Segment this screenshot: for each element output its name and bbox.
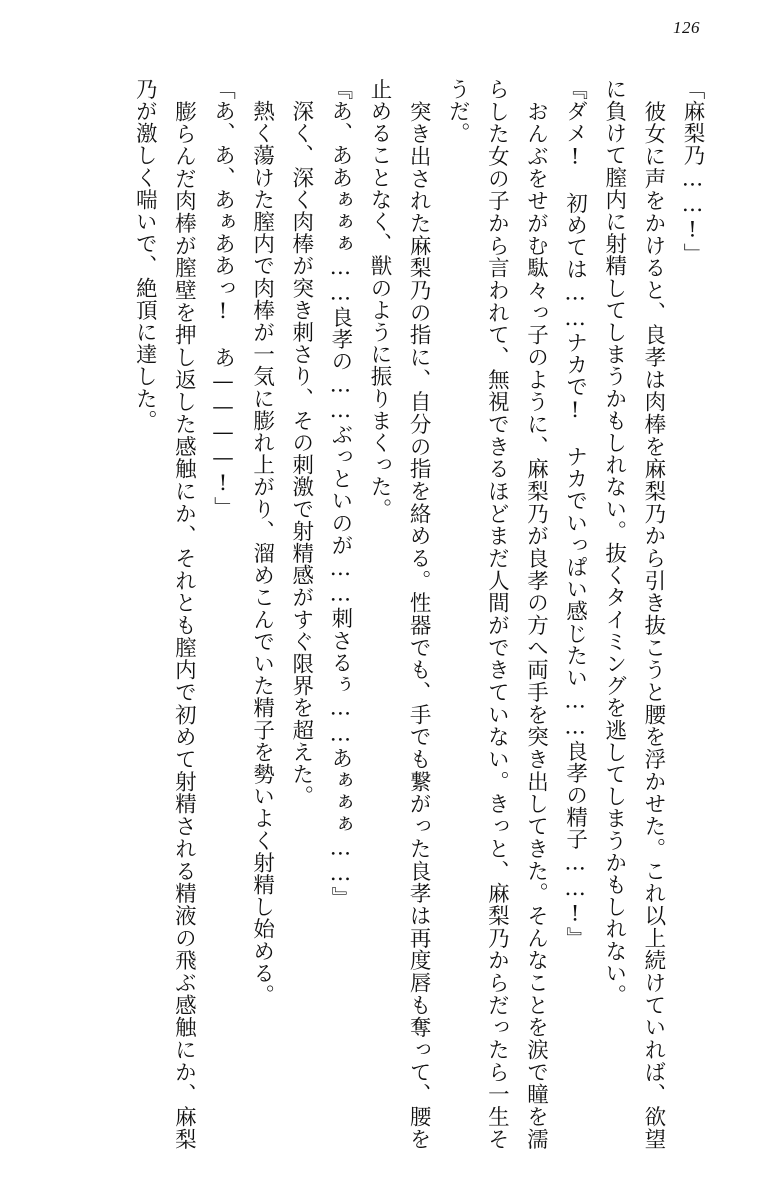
paragraph: 膨らんだ肉棒が膣壁を押し返した感触にか、それとも膣内で初めて射精される精液の飛ぶ感触にか、麻梨乃が激しく喘いで、絶頂に達した。 — [132, 78, 197, 1150]
page-number: 126 — [673, 18, 700, 37]
paragraph: 深く、深く肉棒が突き刺さり、その刺激で射精感がすぐ限界を超えた。 — [288, 78, 314, 808]
paragraph: 『ダメ! 初めては……ナカで! ナカでいっぱい感じたい……良孝の精子……!』 — [562, 78, 588, 950]
paragraph: 突き出された麻梨乃の指に、自分の指を絡める。性器でも、手でも繋がった良孝は再度唇も奪って、腰を止めることなく、獣のように振りまくった。 — [367, 78, 432, 1150]
paragraph: 彼女に声をかけると、良孝は肉棒を麻梨乃から引き抜こうと腰を浮かせた。これ以上続けていれば、欲望に負けて膣内に射精してしまうかもしれない。抜くタイミングを逃してしまうかもしれない。 — [601, 78, 666, 1150]
paragraph: 「麻梨乃……!」 — [680, 78, 705, 266]
paragraph: おんぶをせがむ駄々っ子のように、麻梨乃が良孝の方へ両手を突き出してきた。そんなことを涙で瞳を濡らした女の子から言われて、無視できるほどまだ人間ができていない。きっと、麻梨乃からだったら一生そうだ。 — [445, 78, 549, 1150]
paragraph: 熱く蕩けた膣内で肉棒が一気に膨れ上がり、溜めこんでいた精子を勢いよく射精し始める。 — [249, 78, 275, 1007]
page-text-body — [48, 78, 712, 1150]
paragraph: 「あ、あ、あぁああっ! あ————!」 — [210, 78, 236, 519]
paragraph: 『あ、ああぁぁぁ……良孝の……ぶっといのが……刺さるぅ……あぁぁぁ……』 — [327, 78, 353, 909]
